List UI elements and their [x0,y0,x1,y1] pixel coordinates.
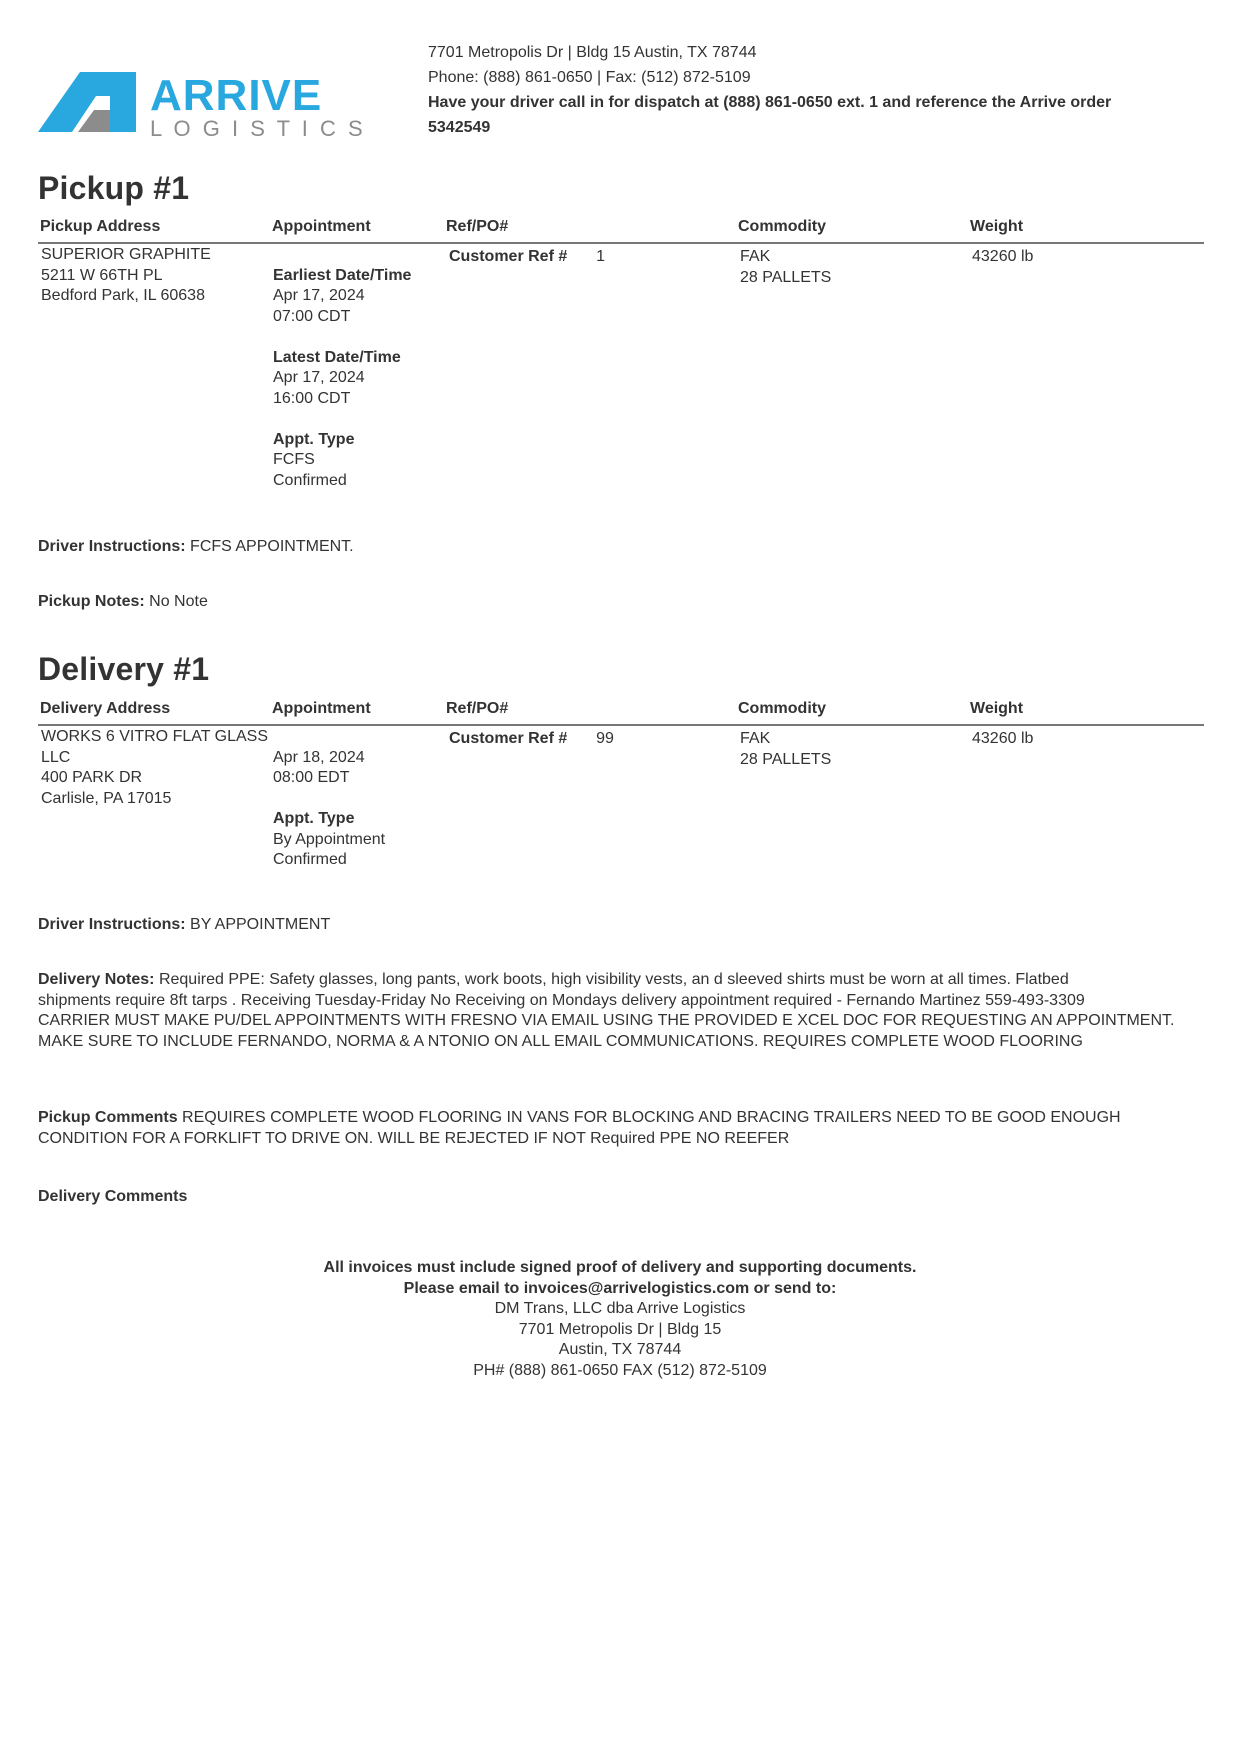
delivery-appt-status: Confirmed [273,851,347,868]
delivery-appt-type-label: Appt. Type [273,810,355,827]
pickup-appt-type-label: Appt. Type [273,430,355,448]
pickup-comments-line: REQUIRES COMPLETE WOOD FLOORING IN VANS FOR BLOCKING AND BRACING TRAILERS NEED TO BE GOOD ENOUGH [182,1109,1121,1126]
delivery-weight-header: Weight [970,700,1024,717]
delivery-comments [38,1187,1204,1208]
pickup-commodity-header: Commodity [738,218,826,235]
delivery-driver-instructions-text: BY APPOINTMENT [190,916,331,933]
footer-email-line: Please email to invoices@arrivelogistics.com or send to: [403,1279,837,1297]
pickup-address-line: Bedford Park, IL 60638 [41,287,205,304]
footer-line: 7701 Metropolis Dr | Bldg 15 [518,1320,722,1338]
delivery-address-line: Carlisle, PA 17015 [41,789,172,807]
pickup-weight: 43260 lb [972,248,1034,265]
delivery-appt-time: 08:00 EDT [273,769,350,786]
earliest-time: 07:00 CDT [273,307,351,325]
pickup-driver-instructions-text: FCFS APPOINTMENT. [190,538,354,555]
pickup-comments-label: Pickup Comments [38,1109,178,1126]
delivery-address-line: LLC [41,748,71,766]
latest-time: 16:00 CDT [273,389,351,407]
pickup-driver-instructions [38,537,1204,558]
delivery-notes [38,970,1204,1052]
pickup-appointment [273,245,411,491]
pickup-commodity-name: FAK [740,248,771,265]
delivery-appt-type: By Appointment [273,830,386,848]
pickup-appt-type: FCFS [273,451,315,468]
pickup-column-headers [38,218,1204,244]
delivery-notes-line: Required PPE: Safety glasses, long pants, work boots, high visibility vests, an d sleeved shirts must be worn at all times. Flatbed [158,971,1069,988]
header-phone-fax: Phone: (888) 861-0650 | Fax: (512) 872-5109 [428,69,751,86]
delivery-weight: 43260 lb [972,730,1034,747]
delivery-title: Delivery #1 [38,651,210,687]
latest-date: Apr 17, 2024 [273,369,365,386]
delivery-notes-line: CARRIER MUST MAKE PU/DEL APPOINTMENTS WITH FRESNO VIA EMAIL USING THE PROVIDED E XCEL DOC FOR REQUESTING AN APPOINTMENT. [38,1012,1175,1029]
delivery-ref [449,729,614,750]
pickup-ref-label: Customer Ref # [449,248,568,265]
delivery-comments-label: Delivery Comments [38,1188,188,1205]
footer-line: PH# (888) 861-0650 FAX (512) 872-5109 [473,1361,767,1379]
pickup-comments [38,1108,1204,1149]
pickup-ref-value: 1 [596,248,606,265]
delivery-address-header: Delivery Address [40,700,171,717]
earliest-date: Apr 17, 2024 [273,287,365,304]
delivery-commodity-header: Commodity [738,700,826,717]
delivery-notes-line: shipments require 8ft tarps . Receiving Tuesday-Friday No Receiving on Mondays delivery appointment required - Fernando Martinez 559-493-3309 [38,991,1085,1009]
delivery-ref-value: 99 [596,730,614,747]
pickup-appt-status: Confirmed [273,471,347,489]
pickup-notes [38,592,1204,613]
dispatch-note: Have your driver call in for dispatch at (888) 861-0650 ext. 1 and reference the Arrive order [428,94,1112,111]
pickup-notes-text: No Note [149,593,208,610]
footer-line: All invoices must include signed proof of delivery and supporting documents. [323,1259,917,1276]
invoice-instructions-footer [0,1258,1240,1381]
pickup-ref-header: Ref/PO# [446,218,509,235]
arrive-logistics-logo [38,70,408,140]
pickup-appointment-header: Appointment [272,218,371,235]
pickup-address-line: 5211 W 66TH PL [41,266,163,284]
order-number: 5342549 [428,119,491,136]
pickup-pallets: 28 PALLETS [740,268,832,286]
pickup-commodity [740,247,831,288]
delivery-notes-line: MAKE SURE TO INCLUDE FERNANDO, NORMA & A NTONIO ON ALL EMAIL COMMUNICATIONS. REQUIRES COMPLETE WOOD FLOORING [38,1032,1083,1050]
delivery-ref-label: Customer Ref # [449,730,568,747]
footer-line: Austin, TX 78744 [558,1341,682,1358]
delivery-appointment [273,727,385,871]
delivery-driver-instructions-label: Driver Instructions: [38,916,186,933]
logo-word-logistics: L O G I S T I C S [150,116,366,140]
footer-line: DM Trans, LLC dba Arrive Logistics [494,1300,746,1317]
pickup-address-header: Pickup Address [40,218,161,235]
pickup-title: Pickup #1 [38,170,190,206]
logo-word-arrive: ARRIVE [150,71,323,120]
company-header-info [428,40,1168,140]
pickup-address [41,245,211,307]
delivery-ref-header: Ref/PO# [446,700,509,717]
delivery-column-headers [38,700,1204,726]
delivery-appointment-header: Appointment [272,700,371,717]
delivery-notes-label: Delivery Notes: [38,971,155,988]
delivery-appt-date: Apr 18, 2024 [273,748,365,766]
delivery-commodity [740,729,831,770]
latest-label: Latest Date/Time [273,348,401,366]
earliest-label: Earliest Date/Time [273,266,412,284]
pickup-address-line: SUPERIOR GRAPHITE [41,246,211,263]
pickup-comments-line: CONDITION FOR A FORKLIFT TO DRIVE ON. WILL BE REJECTED IF NOT Required PPE NO REEFER [38,1129,790,1147]
header-address: 7701 Metropolis Dr | Bldg 15 Austin, TX 78744 [428,44,757,61]
delivery-pallets: 28 PALLETS [740,750,832,768]
pickup-driver-instructions-label: Driver Instructions: [38,538,186,555]
pickup-weight-header: Weight [970,218,1024,235]
pickup-notes-label: Pickup Notes: [38,593,145,610]
delivery-address [41,727,268,809]
delivery-commodity-name: FAK [740,730,771,747]
delivery-driver-instructions [38,915,1204,936]
delivery-address-line: 400 PARK DR [41,769,143,786]
delivery-address-line: WORKS 6 VITRO FLAT GLASS [41,728,269,745]
pickup-ref [449,247,605,268]
